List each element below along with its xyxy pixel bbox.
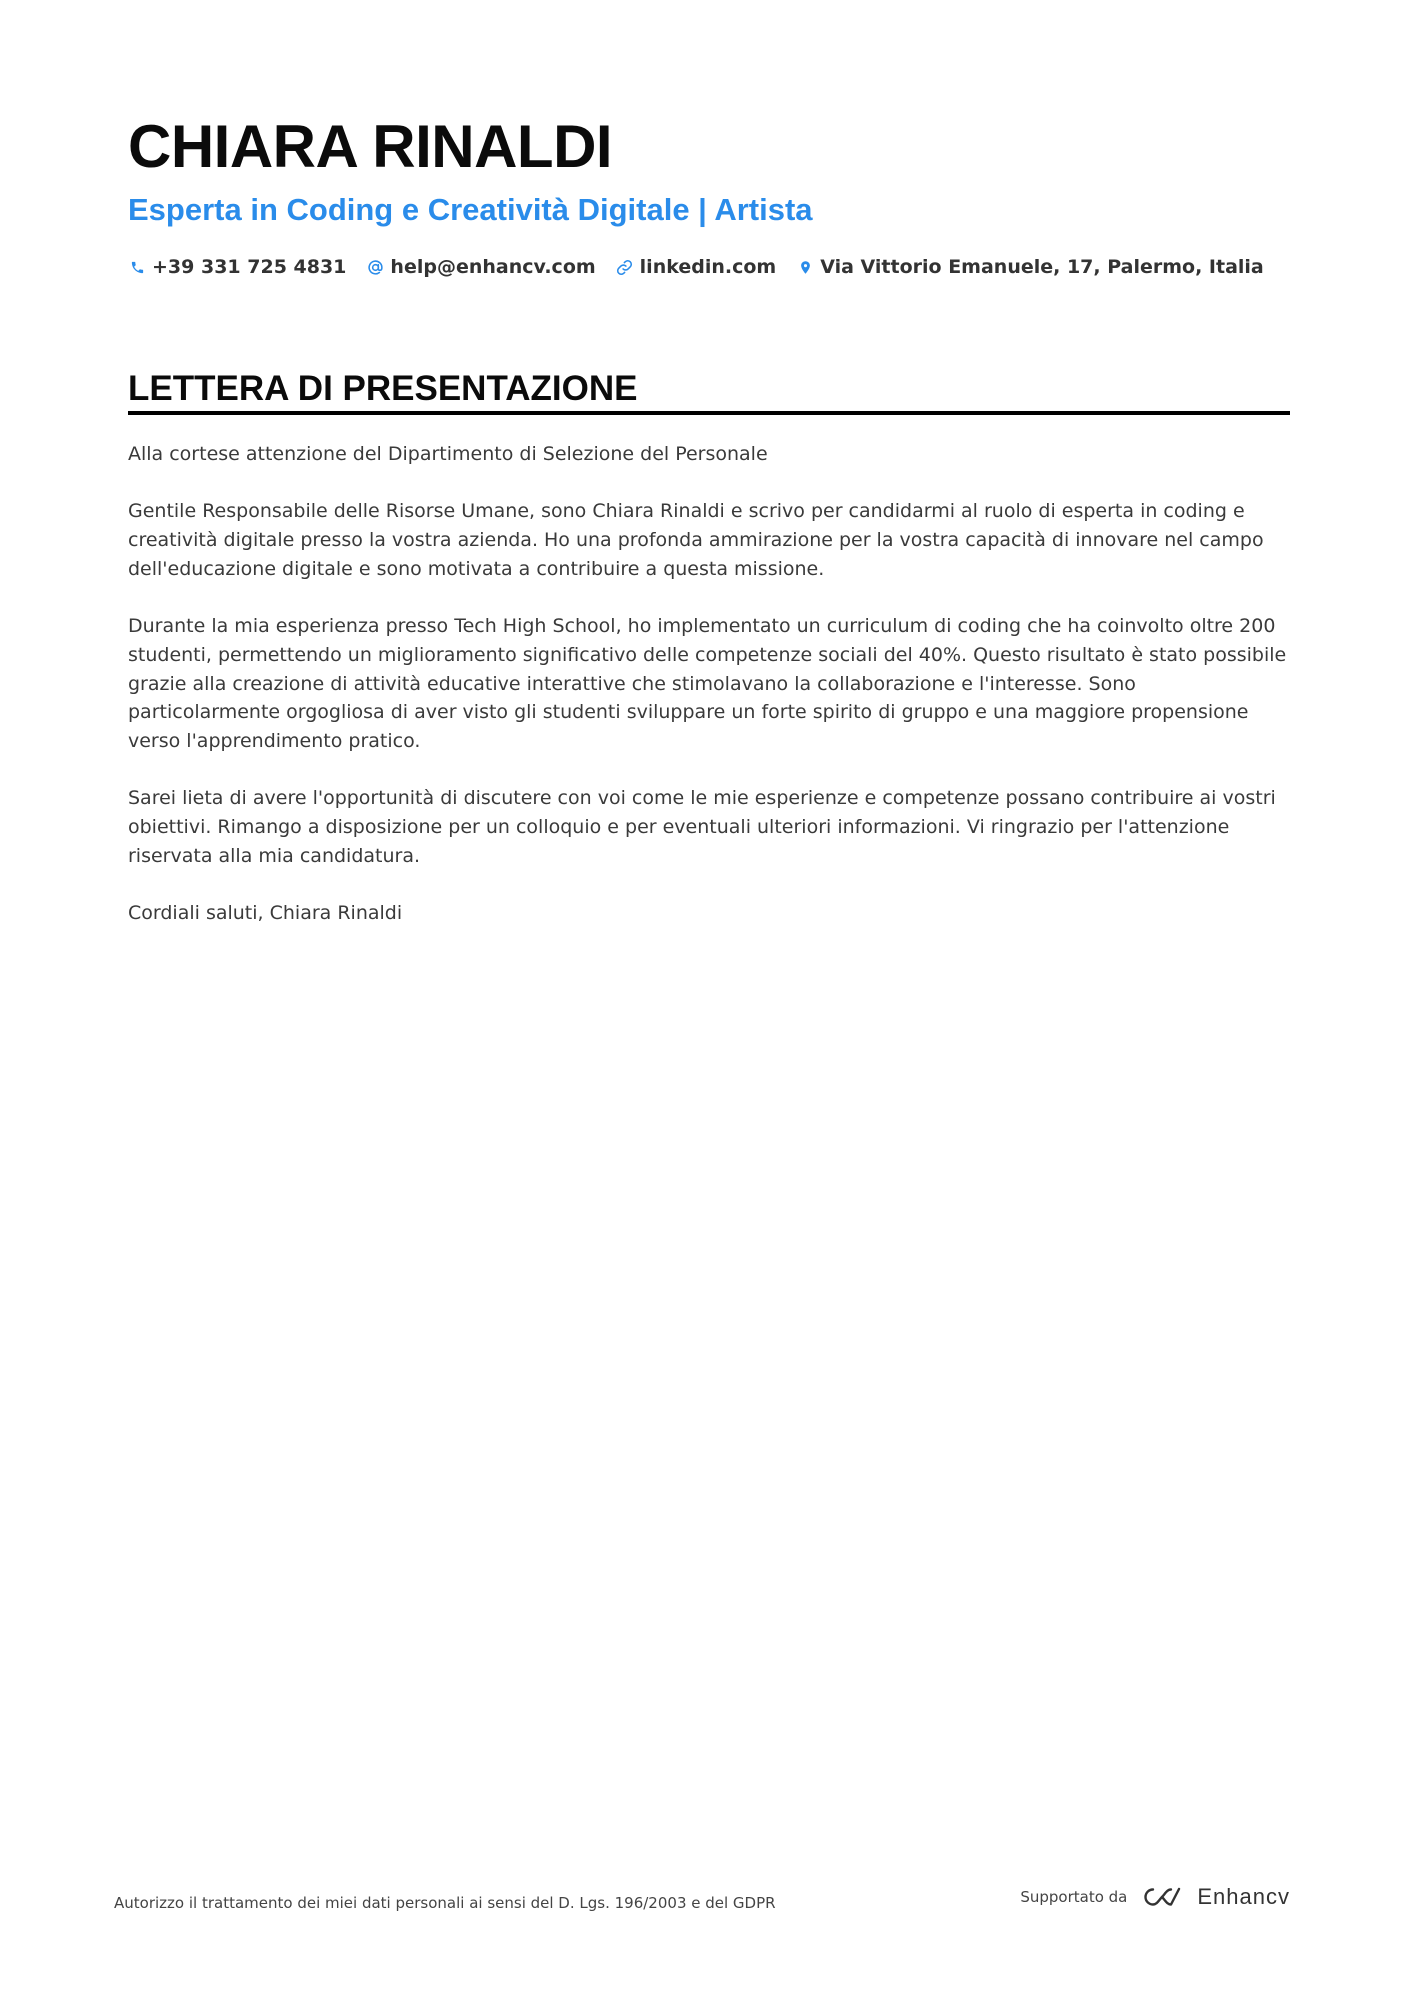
section-title: LETTERA DI PRESENTAZIONE — [128, 369, 638, 408]
candidate-name: CHIARA RINALDI — [128, 113, 613, 180]
phone-icon — [128, 258, 146, 276]
contact-bar — [128, 252, 1284, 282]
cover-letter-page — [128, 0, 1290, 1995]
brand-name: Enhancv — [1197, 1884, 1290, 1909]
contact-phone-text: +39 331 725 4831 — [152, 256, 347, 278]
contact-phone[interactable] — [128, 256, 346, 278]
contact-linkedin-text: linkedin.com — [639, 256, 777, 278]
powered-by-label: Supportato da — [1020, 1888, 1128, 1906]
contact-address-text: Via Vittorio Emanuele, 17, Palermo, Italia — [820, 256, 1264, 278]
candidate-role: Esperta in Coding e Creatività Digitale | Artista — [128, 192, 813, 227]
contact-email-text: help@enhancv.com — [390, 256, 596, 278]
letter-paragraph: Durante la mia esperienza presso Tech High School, ho implementato un curriculum di coding che ha coinvolto oltre 200 studenti, permettendo un miglioramento significativo delle competenze sociali del 40%. Questo risultato è stato possibile grazie alla creazione di attività educative interattive che stimolavano la collaborazione e l'interesse. Sono particolarmente orgogliosa di aver visto gli studenti sviluppare un forte spirito di gruppo e una maggiore propensione verso l'apprendimento pratico. — [128, 615, 1287, 752]
letter-paragraph: Gentile Responsabile delle Risorse Umane, sono Chiara Rinaldi e scrivo per candidarmi al ruolo di esperta in coding e creatività digitale presso la vostra azienda. Ho una profonda ammirazione per la vostra capacità di innovare nel campo dell'educazione digitale e sono motivata a contribuire a questa missione. — [128, 500, 1264, 580]
letter-closing: Cordiali saluti, Chiara Rinaldi — [128, 902, 403, 925]
powered-by[interactable] — [1020, 1884, 1290, 1910]
letter-salutation: Alla cortese attenzione del Dipartimento di Selezione del Personale — [128, 443, 768, 465]
letter-body — [128, 440, 1290, 957]
location-pin-icon — [796, 258, 814, 276]
contact-address — [796, 256, 1264, 278]
at-icon — [366, 258, 384, 276]
link-icon — [616, 258, 634, 276]
enhancv-logo-icon — [1139, 1884, 1185, 1910]
contact-email[interactable] — [366, 256, 595, 278]
contact-linkedin[interactable] — [616, 256, 777, 278]
letter-paragraph: Sarei lieta di avere l'opportunità di discutere con voi come le mie esperienze e competenze possano contribuire ai vostri obiettivi. Rimango a disposizione per un colloquio e per eventuali ulteriori informazioni. Vi ringrazio per l'attenzione riservata alla mia candidatura. — [128, 787, 1276, 867]
section-divider — [128, 411, 1290, 415]
privacy-consent-note: Autorizzo il trattamento dei miei dati personali ai sensi del D. Lgs. 196/2003 e del GDPR — [114, 1894, 776, 1912]
